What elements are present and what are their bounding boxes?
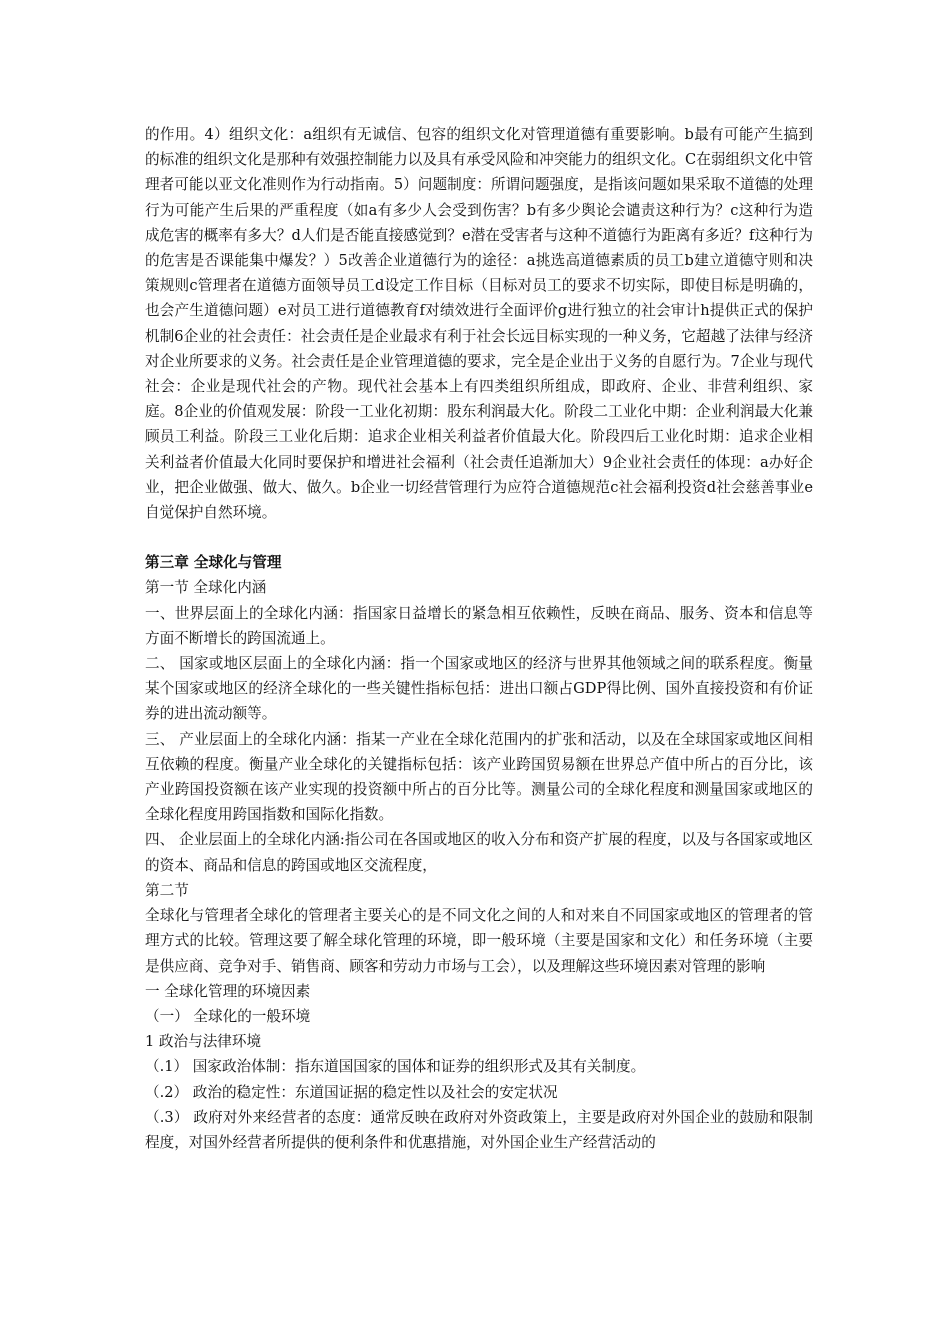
- paragraph-world-level: 一、世界层面上的全球化内涵：指国家日益增长的紧急相互依赖性，反映在商品、服务、资本和信息等方面不断增长的跨国流通上。: [145, 604, 813, 647]
- paragraph-government-attitude: （.3） 政府对外来经营者的态度：通常反映在政府对外资政策上，主要是政府对外国企业的鼓励和限制程度，对国外经营者所提供的便利条件和优惠措施，对外国企业生产经营活动的: [145, 1108, 813, 1151]
- paragraph-enterprise-level: 四、 企业层面上的全球化内涵:指公司在各国或地区的收入分布和资产扩展的程度，以及与各国家或地区的资本、商品和信息的跨国或地区交流程度，: [145, 831, 813, 874]
- chapter-title: 第三章 全球化与管理: [145, 554, 282, 572]
- item-political-stability: （.2） 政治的稳定性：东道国证据的稳定性以及社会的安定状况: [145, 1083, 558, 1101]
- section-one-title: 第一节 全球化内涵: [145, 579, 267, 597]
- paragraph-industry-level: 三、 产业层面上的全球化内涵：指某一产业在全球化范围内的扩张和活动，以及在全球国家或地区间相互依赖的程度。衡量产业全球化的关键指标包括：该产业跨国贸易额在世界总产值中所占的百分比，该产业跨国投资额在该产业实现的投资额中所占的百分比等。测量公司的全球化程度和测量国家或地区的全球化程度用跨国指数和国际化指数。: [145, 730, 813, 824]
- heading-environment-factors: 一 全球化管理的环境因素: [145, 982, 311, 1000]
- intro-paragraph: 的作用。4）组织文化：a组织有无诚信、包容的组织文化对管理道德有重要影响。b最有可能产生搞到的标准的组织文化是那种有效强控制能力以及具有承受风险和冲突能力的组织文化。C在弱组织文化中管理者可能以亚文化准则作为行动指南。5）问题制度：所谓问题强度，是指该问题如果采取不道德的处理行为可能产生后果的严重程度（如a有多少人会受到伤害？b有多少舆论会谴责这种行为？c这种行为造成危害的概率有多大？d人们是否能直接感觉到？e潜在受害者与这种不道德行为距离有多近？f这种行为的危害是否课能集中爆发？）5改善企业道德行为的途径：a挑选高道德素质的员工b建立道德守则和决策规则c管理者在道德方面领导员工d设定工作目标（目标对员工的要求不切实际，即使目标是明确的，也会产生道德问题）e对员工进行道德教育f对绩效进行全面评价g进行独立的社会审计h提供正式的保护机制6企业的社会责任：社会责任是企业最求有利于社会长远目标实现的一种义务，它超越了法律与经济对企业所要求的义务。社会责任是企业管理道德的要求，完全是企业出于义务的自愿行为。7企业与现代社会：企业是现代社会的产物。现代社会基本上有四类组织所组成，即政府、企业、非营利组织、家庭。8企业的价值观发展：阶段一工业化初期：股东利润最大化。阶段二工业化中期：企业利润最大化兼顾员工利益。阶段三工业化后期：追求企业相关利益者价值最大化。阶段四后工业化时期：追求企业相关利益者价值最大化同时要保护和增进社会福利（社会责任追渐加大）9企业社会责任的体现：a办好企业，把企业做强、做大、做久。b企业一切经营管理行为应符合道德规范c社会福利投资d社会慈善事业e自觉保护自然环境。: [145, 126, 813, 522]
- section-two-title: 第二节: [145, 881, 189, 899]
- paragraph-gap: [145, 525, 813, 550]
- heading-general-environment: （一） 全球化的一般环境: [145, 1007, 311, 1025]
- intro-section: [145, 122, 813, 525]
- paragraph-section-two: 全球化与管理者全球化的管理者主要关心的是不同文化之间的人和对来自不同国家或地区的管理者的管理方式的比较。管理这要了解全球化管理的环境，即一般环境（主要是国家和文化）和任务环境（主要是供应商、竞争对手、销售商、顾客和劳动力市场与工会），以及理解这些环境因素对管理的影响: [145, 907, 813, 975]
- heading-political-legal: 1 政治与法律环境: [145, 1033, 262, 1051]
- document-page: [145, 122, 813, 1155]
- paragraph-country-level: 二、 国家或地区层面上的全球化内涵：指一个国家或地区的经济与世界其他领域之间的联系程度。衡量某个国家或地区的经济全球化的一些关键性指标包括：进出口额占GDP得比例、国外直接投资和有价证券的进出流动额等。: [145, 655, 813, 723]
- item-political-system: （.1） 国家政治体制：指东道国国家的国体和证券的组织形式及其有关制度。: [145, 1058, 646, 1076]
- chapter-three-section: [145, 550, 813, 1155]
